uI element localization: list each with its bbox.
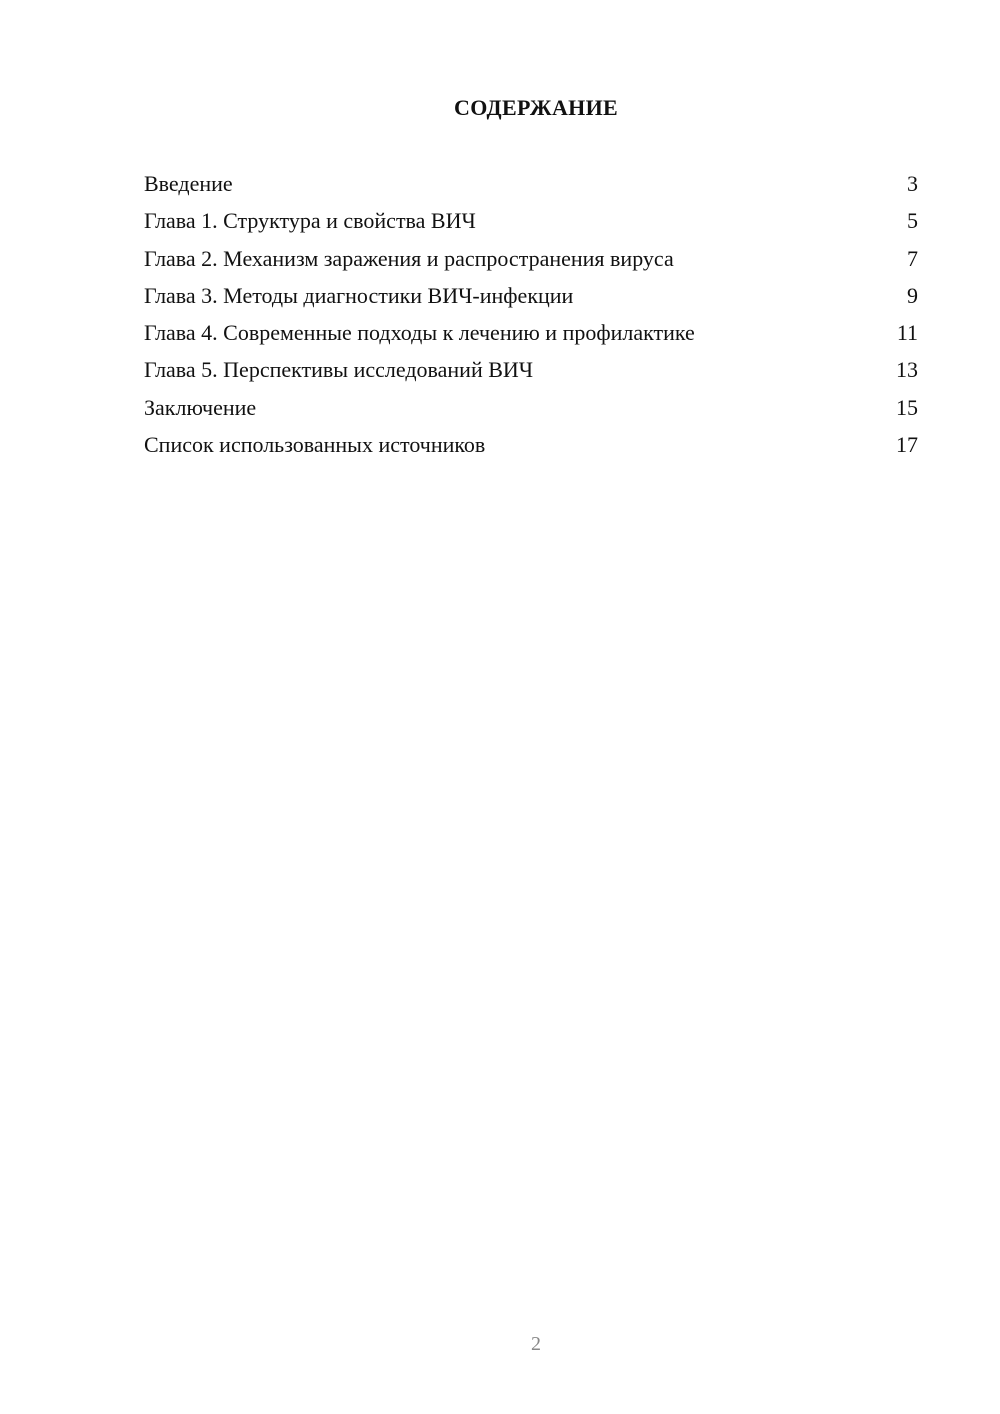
toc-entry-label: Заключение bbox=[144, 394, 257, 420]
toc-entry-label: Глава 2. Механизм заражения и распространения вируса bbox=[144, 245, 674, 271]
toc-entry-page: 9 bbox=[907, 282, 918, 308]
toc-entry-chapter-1 bbox=[144, 205, 918, 242]
toc-entry-chapter-4 bbox=[144, 317, 918, 354]
toc-entry-chapter-3 bbox=[144, 280, 918, 317]
toc-entry-label: Глава 1. Структура и свойства ВИЧ bbox=[144, 208, 476, 234]
toc-entry-page: 3 bbox=[907, 171, 918, 196]
toc-entry-label: Список использованных источников bbox=[144, 432, 486, 458]
toc-entry-page: 11 bbox=[896, 320, 918, 346]
page-number: 2 bbox=[531, 1333, 541, 1355]
toc-entry-references bbox=[144, 429, 918, 466]
toc-entry-label: Глава 4. Современные подходы к лечению и профилактике bbox=[144, 320, 695, 346]
toc-entry-page: 7 bbox=[907, 245, 918, 271]
toc-title: СОДЕРЖАНИЕ bbox=[454, 95, 618, 120]
toc-entry-page: 13 bbox=[896, 357, 918, 383]
toc-entry-label: Введение bbox=[144, 171, 233, 196]
toc-entry-chapter-2 bbox=[144, 243, 918, 280]
toc-list bbox=[144, 168, 918, 466]
toc-entry-page: 17 bbox=[896, 432, 918, 458]
toc-entry-conclusion bbox=[144, 392, 918, 429]
toc-entry-page: 5 bbox=[907, 208, 918, 234]
toc-entry-page: 15 bbox=[896, 394, 918, 420]
toc-entry-label: Глава 3. Методы диагностики ВИЧ-инфекции bbox=[144, 282, 574, 308]
toc-entry-introduction bbox=[144, 168, 918, 205]
toc-entry-label: Глава 5. Перспективы исследований ВИЧ bbox=[144, 357, 534, 383]
toc-entry-chapter-5 bbox=[144, 354, 918, 391]
